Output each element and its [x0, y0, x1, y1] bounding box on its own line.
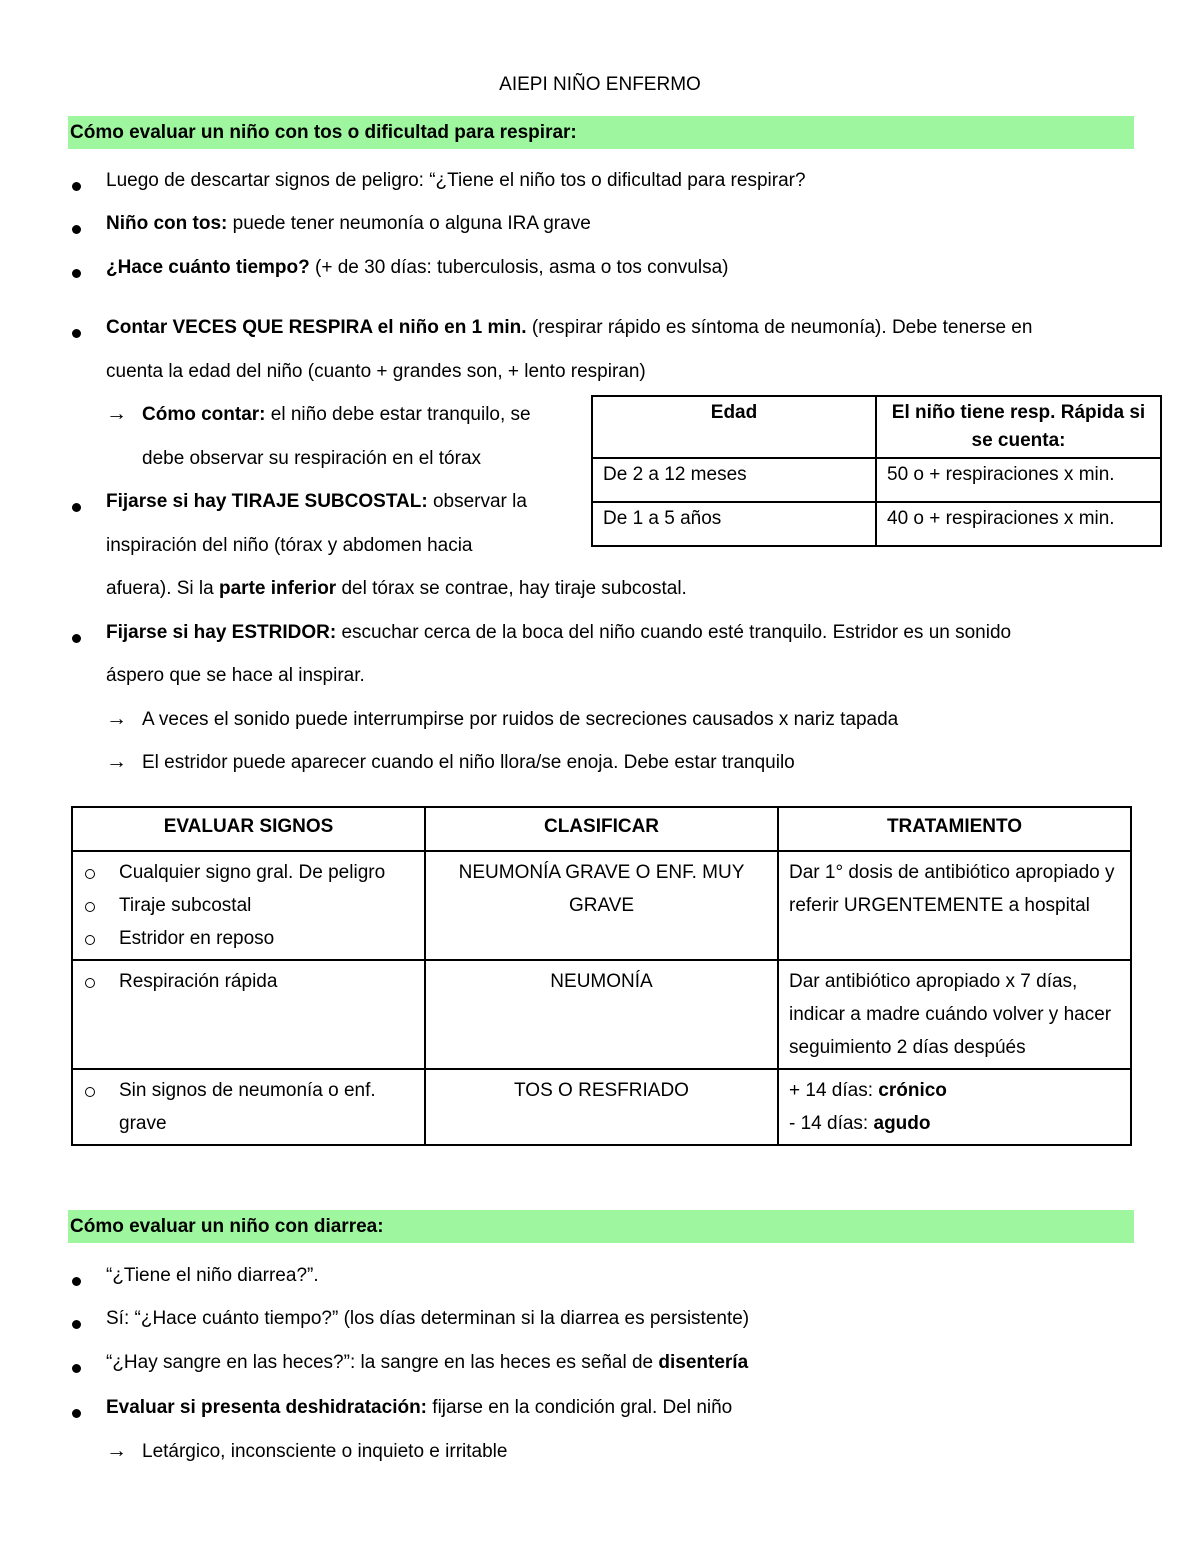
bullet-icon [72, 225, 81, 234]
arrow-item: Letárgico, inconsciente o inquieto e irritable [142, 1441, 508, 1462]
section-heading-diarrea [68, 1210, 1134, 1243]
sign-item: Respiración rápida [83, 965, 414, 998]
table-header-cell: EVALUAR SIGNOS [72, 807, 425, 851]
bullet-icon [72, 1364, 81, 1373]
table-header-cell: El niño tiene resp. Rápida si se cuenta: [876, 396, 1161, 458]
sign-item: Tiraje subcostal [83, 889, 414, 922]
right-arrow-icon: → [106, 707, 127, 730]
classification-table [71, 806, 1132, 1146]
section-heading-text: Cómo evaluar un niño con diarrea: [70, 1216, 384, 1237]
bullet-continuation: afuera). Si la parte inferior del tórax se contrae, hay tiraje subcostal. [106, 578, 687, 599]
hollow-circle-bullet-icon [85, 978, 95, 988]
bullet-item: Evaluar si presenta deshidratación: fijarse en la condición gral. Del niño [106, 1397, 733, 1418]
table-cell: 50 o + respiraciones x min. [876, 458, 1161, 502]
hollow-circle-bullet-icon [85, 869, 95, 879]
bullet-item: Sí: “¿Hace cuánto tiempo?” (los días determinan si la diarrea es persistente) [106, 1308, 750, 1329]
bullet-icon [72, 503, 81, 512]
signs-cell [72, 851, 425, 960]
bullet-item: “¿Tiene el niño diarrea?”. [106, 1265, 319, 1286]
table-header-row [592, 396, 1161, 458]
treatment-line: + 14 días: crónico [789, 1080, 947, 1101]
signs-cell [72, 1069, 425, 1145]
treatment-cell: Dar 1° dosis de antibiótico apropiado y referir URGENTEMENTE a hospital [778, 851, 1131, 960]
bullet-item: Fijarse si hay ESTRIDOR: escuchar cerca de la boca del niño cuando esté tranquilo. Estridor es un sonido [106, 622, 1012, 643]
treatment-cell: Dar antibiótico apropiado x 7 días, indicar a madre cuándo volver y hacer seguimiento 2 días despúés [778, 960, 1131, 1069]
bullet-icon [72, 1409, 81, 1418]
bullet-icon [72, 182, 81, 191]
bullet-item: ¿Hace cuánto tiempo? (+ de 30 días: tuberculosis, asma o tos convulsa) [106, 257, 729, 278]
bullet-item: “¿Hay sangre en las heces?”: la sangre en las heces es señal de disentería [106, 1352, 749, 1373]
table-row [72, 1069, 1131, 1145]
bullet-continuation: cuenta la edad del niño (cuanto + grandes son, + lento respiran) [106, 361, 646, 382]
bullet-item: Contar VECES QUE RESPIRA el niño en 1 min. (respirar rápido es síntoma de neumonía). Debe tenerse en [106, 317, 1033, 338]
table-cell: 40 o + respiraciones x min. [876, 502, 1161, 546]
bullet-continuation: inspiración del niño (tórax y abdomen hacia [106, 535, 473, 556]
table-cell: De 2 a 12 meses [592, 458, 876, 502]
hollow-circle-bullet-icon [85, 1087, 95, 1097]
right-arrow-icon: → [106, 750, 127, 773]
table-row [592, 458, 1161, 502]
table-header-row [72, 807, 1131, 851]
table-header-cell: TRATAMIENTO [778, 807, 1131, 851]
table-row [72, 851, 1131, 960]
right-arrow-icon: → [106, 402, 127, 425]
bullet-item: Fijarse si hay TIRAJE SUBCOSTAL: observar la [106, 491, 527, 512]
sign-item: Sin signos de neumonía o enf. grave [83, 1074, 414, 1140]
bullet-icon [72, 1320, 81, 1329]
table-cell: De 1 a 5 años [592, 502, 876, 546]
hollow-circle-bullet-icon [85, 935, 95, 945]
bullet-icon [72, 269, 81, 278]
respiration-rate-table [591, 395, 1162, 547]
table-row [592, 502, 1161, 546]
bullet-icon [72, 634, 81, 643]
bullet-item: Niño con tos: puede tener neumonía o alguna IRA grave [106, 213, 591, 234]
sign-item: Estridor en reposo [83, 922, 414, 955]
bullet-icon [72, 1277, 81, 1286]
right-arrow-icon: → [106, 1439, 127, 1462]
section-heading-tos [68, 116, 1134, 149]
treatment-line: - 14 días: agudo [789, 1113, 931, 1134]
arrow-continuation: debe observar su respiración en el tórax [142, 448, 482, 469]
bullet-continuation: áspero que se hace al inspirar. [106, 665, 365, 686]
table-header-cell: CLASIFICAR [425, 807, 778, 851]
treatment-cell [778, 1069, 1131, 1145]
classify-cell: TOS O RESFRIADO [425, 1069, 778, 1145]
classify-cell: NEUMONÍA GRAVE O ENF. MUY GRAVE [425, 851, 778, 960]
arrow-item: El estridor puede aparecer cuando el niño llora/se enoja. Debe estar tranquilo [142, 752, 795, 773]
classify-cell: NEUMONÍA [425, 960, 778, 1069]
page-title: AIEPI NIÑO ENFERMO [499, 74, 701, 95]
table-header-cell: Edad [592, 396, 876, 458]
arrow-item: Cómo contar: el niño debe estar tranquilo, se [142, 404, 531, 425]
table-row [72, 960, 1131, 1069]
hollow-circle-bullet-icon [85, 902, 95, 912]
arrow-item: A veces el sonido puede interrumpirse por ruidos de secreciones causados x nariz tapada [142, 709, 899, 730]
bullet-item: Luego de descartar signos de peligro: “¿Tiene el niño tos o dificultad para respirar? [106, 170, 806, 191]
signs-cell [72, 960, 425, 1069]
section-heading-text: Cómo evaluar un niño con tos o dificultad para respirar: [70, 122, 577, 143]
sign-item: Cualquier signo gral. De peligro [83, 856, 414, 889]
bullet-icon [72, 329, 81, 338]
